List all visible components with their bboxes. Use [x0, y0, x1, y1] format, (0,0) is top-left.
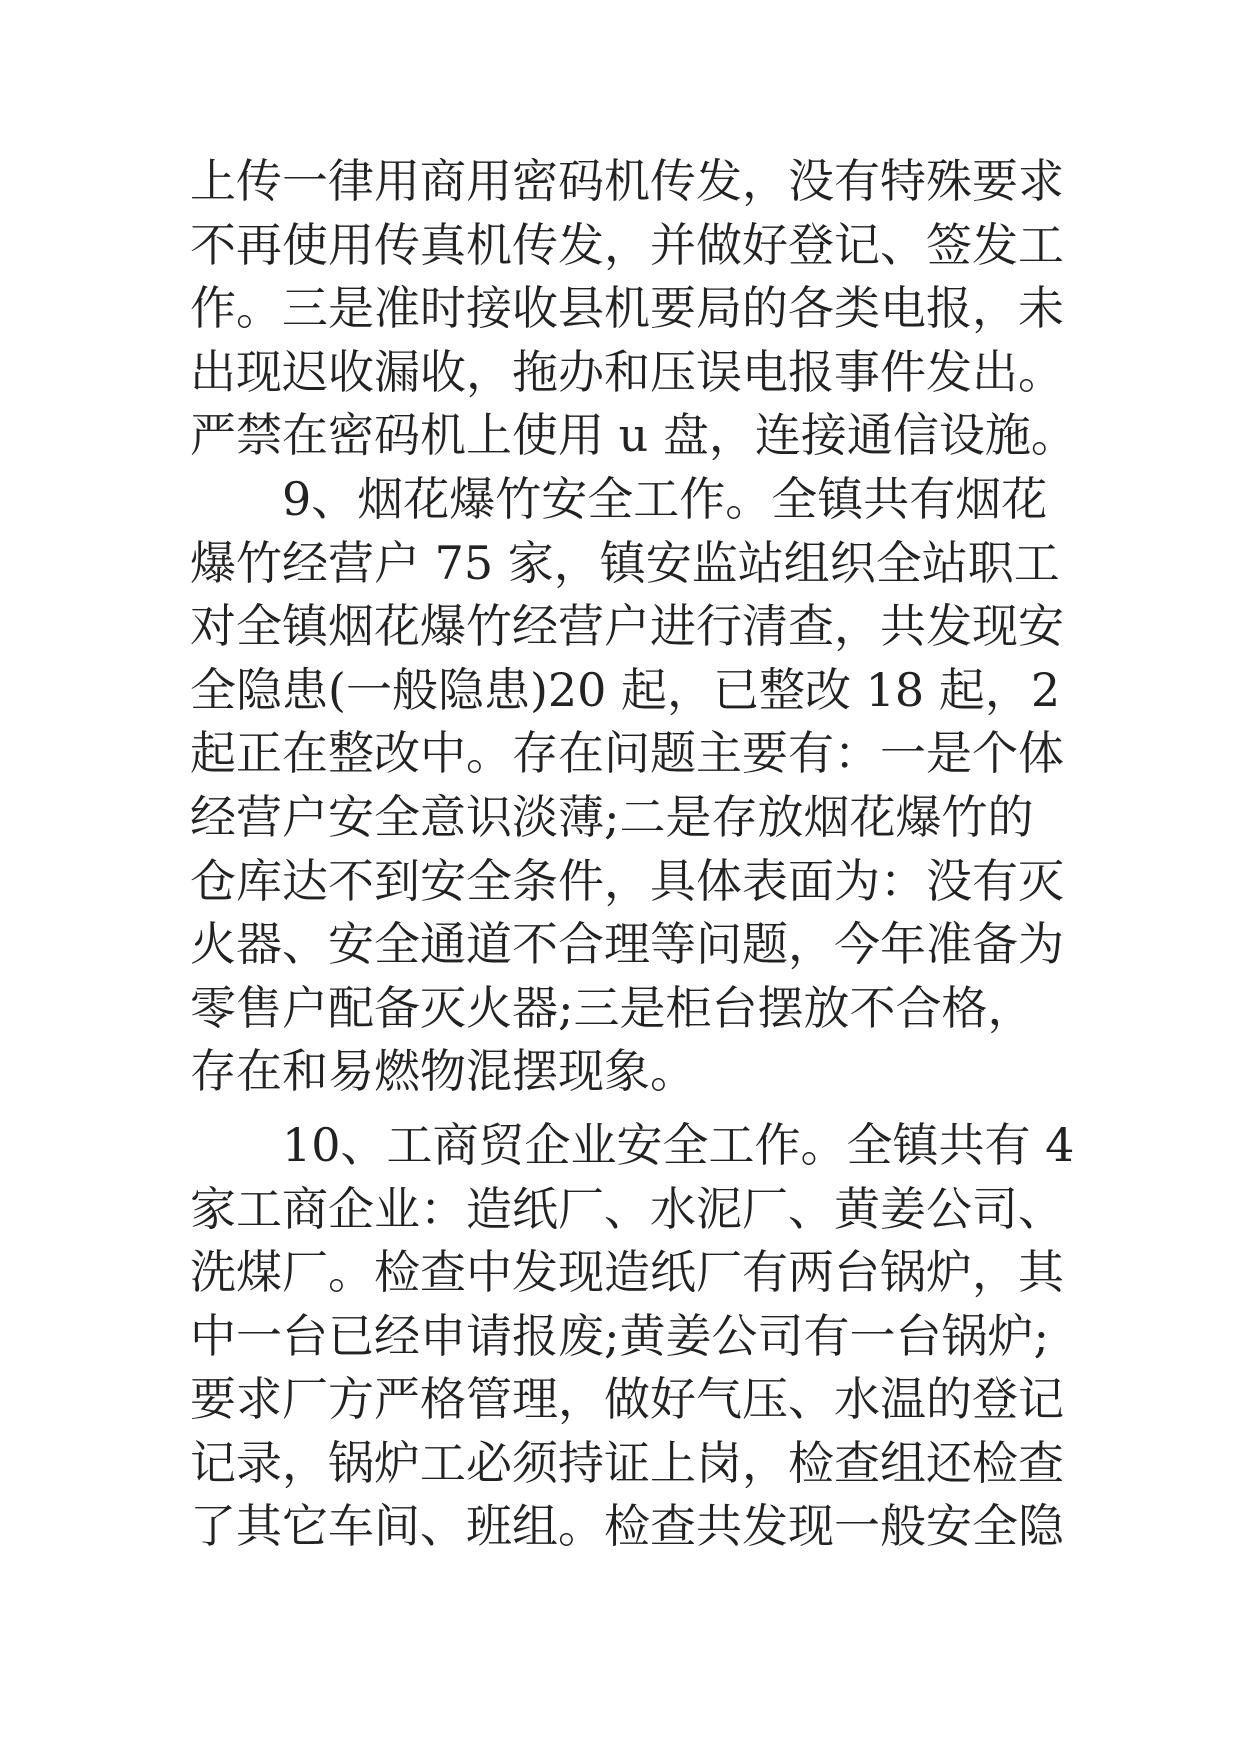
- text-line: 对全镇烟花爆竹经营户进行清查，共发现安: [190, 599, 1064, 654]
- text-line: 了其它车间、班组。检查共发现一般安全隐: [190, 1499, 1064, 1554]
- text-line: 作。三是准时接收县机要局的各类电报，未: [190, 281, 1064, 336]
- text-line: 严禁在密码机上使用 u 盘，连接通信设施。: [190, 408, 1077, 463]
- text-line: 不再使用传真机传发，并做好登记、签发工: [190, 217, 1064, 272]
- paragraph-2: [190, 468, 1090, 1104]
- text-line: 出现迟收漏收，拖办和压误电报事件发出。: [190, 344, 1064, 399]
- document-body: [190, 150, 1090, 1559]
- text-line: 中一台已经申请报废;黄姜公司有一台锅炉;: [190, 1308, 1049, 1363]
- paragraph-3: [190, 1114, 1090, 1559]
- text-line: 记录，锅炉工必须持证上岗，检查组还检查: [190, 1435, 1064, 1490]
- text-line: 上传一律用商用密码机传发，没有特殊要求: [190, 154, 1064, 208]
- text-line: 爆竹经营户 75 家，镇安监站组织全站职工: [190, 535, 1060, 590]
- text-line: 10、工商贸企业安全工作。全镇共有 4: [190, 1117, 1075, 1172]
- text-line: 家工商企业：造纸厂、水泥厂、黄姜公司、: [190, 1181, 1064, 1236]
- text-line: 仓库达不到安全条件，具体表面为：没有灭: [190, 853, 1064, 908]
- paragraph-spacer: [190, 1104, 1090, 1114]
- text-line: 全隐患(一般隐患)20 起，已整改 18 起，2: [190, 662, 1061, 717]
- text-line: 存在和易燃物混摆现象。: [190, 1044, 696, 1099]
- text-line: 洗煤厂。检查中发现造纸厂有两台锅炉，其: [190, 1245, 1064, 1300]
- text-line: 9、烟花爆竹安全工作。全镇共有烟花: [190, 471, 1048, 526]
- text-line: 要求厂方严格管理，做好气压、水温的登记: [190, 1372, 1064, 1427]
- text-line: 零售户配备灭火器;三是柜台摆放不合格，: [190, 980, 1034, 1035]
- text-line: 起正在整改中。存在问题主要有：一是个体: [190, 726, 1064, 781]
- text-line: 火器、安全通道不合理等问题，今年准备为: [190, 917, 1064, 972]
- text-line: 经营户安全意识淡薄;二是存放烟花爆竹的: [190, 789, 1034, 844]
- paragraph-1: [190, 150, 1090, 468]
